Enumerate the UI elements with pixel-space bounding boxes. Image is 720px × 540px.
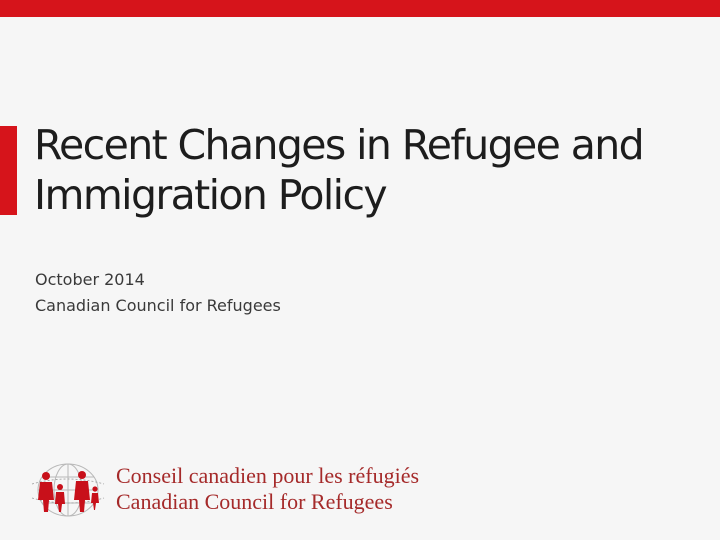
- title-accent-bar: [0, 126, 17, 215]
- logo-name-french: Conseil canadien pour les réfugiés: [116, 463, 420, 488]
- logo-name-english: Canadian Council for Refugees: [116, 489, 393, 514]
- ccr-logo: [26, 458, 426, 520]
- slide-date: October 2014: [35, 270, 145, 289]
- slide-title: Recent Changes in Refugee and Immigration Policy: [34, 121, 644, 219]
- globe-families-icon: [26, 460, 110, 518]
- slide-organization: Canadian Council for Refugees: [35, 296, 281, 315]
- top-accent-bar: [0, 0, 720, 17]
